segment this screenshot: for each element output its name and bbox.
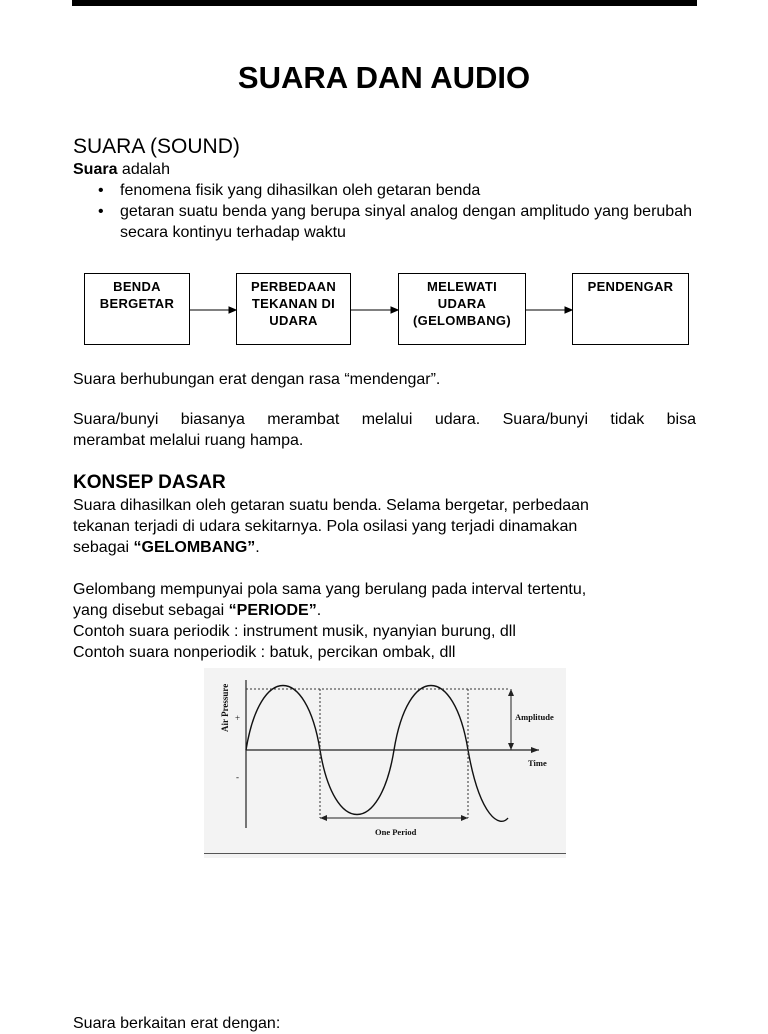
konsep-line3: sebagai “GELOMBANG”. — [73, 539, 260, 556]
paragraph-mendengar: Suara berhubungan erat dengan rasa “mendengar”. — [73, 371, 441, 388]
contoh-periodik: Contoh suara periodik : instrument musik, nyanyian burung, dll — [73, 623, 516, 640]
flow-arrowhead-1 — [229, 307, 236, 313]
bullet-icon: • — [98, 203, 104, 220]
period-label: One Period — [375, 827, 417, 837]
amplitude-label: Amplitude — [515, 712, 554, 722]
paragraph-merambat-line1: Suara/bunyi biasanya merambat melalui udara. Suara/bunyi tidak bisa — [73, 411, 696, 428]
paragraph-merambat-line2: merambat melalui ruang hampa. — [73, 432, 304, 449]
konsep-line1: Suara dihasilkan oleh getaran suatu benda. Selama bergetar, perbedaan — [73, 497, 589, 514]
time-label: Time — [528, 758, 547, 768]
plus-label: + — [235, 713, 241, 723]
minus-label: - — [236, 772, 239, 782]
waveform-figure — [204, 668, 566, 858]
flow-arrows — [0, 0, 768, 360]
flow-arrowhead-3 — [565, 307, 572, 313]
figure-bottom-rule — [204, 853, 566, 854]
y-axis-label: Air Pressure — [220, 683, 230, 732]
bottom-line: Suara berkaitan erat dengan: — [73, 1015, 281, 1032]
gelombang-term: “GELOMBANG” — [133, 539, 256, 556]
flow-arrowhead-2 — [391, 307, 398, 313]
periode-line2: yang disebut sebagai “PERIODE”. — [73, 602, 322, 619]
intro-rest: adalah — [117, 161, 170, 178]
page-title: SUARA DAN AUDIO — [237, 60, 531, 95]
flow-box-pendengar: PENDENGAR — [572, 273, 689, 345]
periode-line1: Gelombang mempunyai pola sama yang berulang pada interval tertentu, — [73, 581, 587, 598]
intro-bold: Suara — [73, 161, 118, 178]
bullet-icon: • — [98, 182, 104, 199]
periode-term: “PERIODE” — [228, 602, 317, 619]
flow-box-melewati-udara: MELEWATI UDARA (GELOMBANG) — [398, 273, 526, 345]
list-item: • getaran suatu benda yang berupa sinyal analog dengan amplitudo yang berubah secara kontinyu terhadap waktu — [98, 203, 692, 241]
konsep-line2: tekanan terjadi di udara sekitarnya. Pola osilasi yang terjadi dinamakan — [73, 518, 578, 535]
section-heading-suara: SUARA (SOUND) — [73, 135, 240, 158]
list-item: • fenomena fisik yang dihasilkan oleh getaran benda — [98, 182, 481, 199]
section-heading-konsep: KONSEP DASAR — [73, 472, 226, 493]
flow-box-perbedaan-tekanan: PERBEDAAN TEKANAN DI UDARA — [236, 273, 351, 345]
flow-box-benda-bergetar: BENDA BERGETAR — [84, 273, 190, 345]
contoh-nonperiodik: Contoh suara nonperiodik : batuk, percikan ombak, dll — [73, 644, 456, 661]
